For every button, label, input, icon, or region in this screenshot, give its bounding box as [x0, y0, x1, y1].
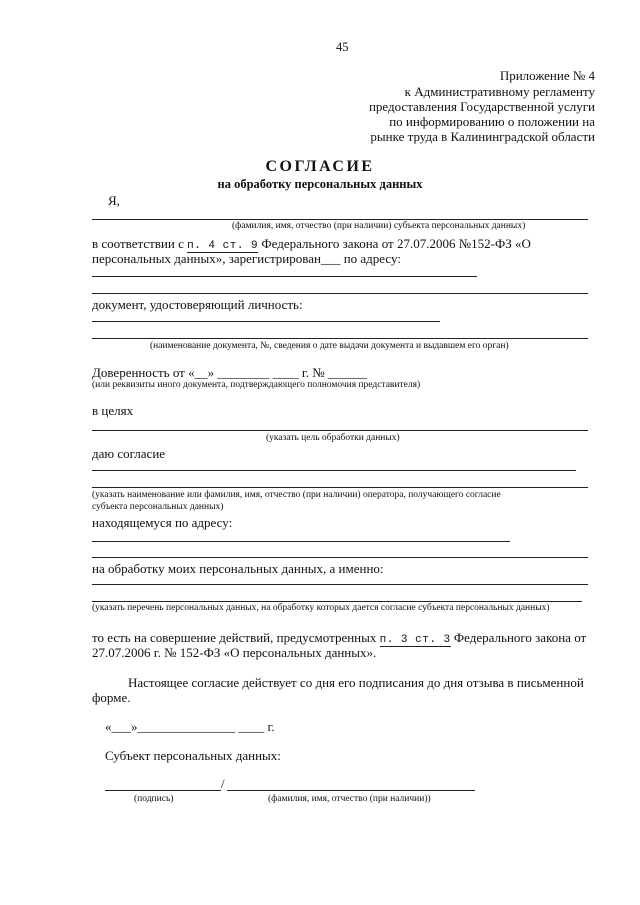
appendix-line: предоставления Государственной услуги [368, 99, 595, 114]
data-list-line [92, 584, 588, 585]
subject-label: Субъект персональных данных: [105, 748, 281, 763]
consent-label: даю согласие [92, 446, 166, 461]
signature-line [105, 790, 221, 791]
fio-signature-hint: (фамилия, имя, отчество (при наличии)) [268, 794, 431, 804]
law-reference-link[interactable]: п. 3 ст. 3 [379, 634, 451, 646]
data-list-line [92, 601, 582, 602]
address-line [92, 293, 588, 294]
poa-hint: (или реквизиты иного документа, подтверждающего полномочия представителя) [92, 380, 421, 390]
page-number: 45 [336, 40, 349, 54]
fio-hint: (фамилия, имя, отчество (при наличии) субъекта персональных данных) [232, 221, 526, 231]
purpose-line [92, 430, 588, 431]
operator-hint: субъекта персональных данных) [92, 502, 224, 512]
data-list-hint: (указать перечень персональных данных, на обработку которых дается согласие субъекта персональных данных) [92, 603, 550, 613]
law-reference-link[interactable]: п. 4 ст. 9 [187, 240, 259, 252]
id-document-line [92, 338, 588, 339]
ya-label: Я, [108, 193, 120, 208]
appendix-line: по информированию о положении на [389, 114, 595, 129]
operator-address-line [92, 557, 588, 558]
operator-line [92, 487, 588, 488]
appendix-line: к Административному регламенту [404, 84, 595, 99]
operator-line [92, 470, 576, 471]
actions-text [92, 630, 586, 646]
id-document-hint: (наименование документа, №, сведения о дате выдачи документа и выдавшем его орган) [150, 341, 509, 351]
accordance-pre: в соответствии с [92, 236, 188, 251]
actions-post: Федерального закона от [450, 630, 587, 645]
operator-hint: (указать наименование или фамилия, имя, отчество (при наличии) оператора, получающего согласие [92, 490, 501, 500]
actions-line2: 27.07.2006 г. № 152-ФЗ «О персональных данных». [92, 645, 377, 660]
date-line: «___»_______________ ____ г. [105, 719, 275, 734]
document-title: СОГЛАСИЕ [265, 158, 375, 175]
signature-hint: (подпись) [134, 794, 174, 804]
fio-line [92, 219, 588, 220]
validity-text: форме. [92, 690, 131, 705]
poa-text: Доверенность от «__» ________ ____ г. № ______ [92, 365, 367, 380]
purpose-label: в целях [92, 403, 134, 418]
appendix-line: рынке труда в Калининградской области [370, 129, 595, 144]
id-document-line [92, 321, 440, 322]
purpose-hint: (указать цель обработки данных) [266, 433, 400, 443]
located-label: находящемуся по адресу: [92, 515, 233, 530]
accordance-post: Федерального закона от 27.07.2006 №152-ФЗ «О [258, 236, 531, 251]
actions-pre: то есть на совершение действий, предусмотренных [92, 630, 380, 645]
operator-address-line [92, 541, 510, 542]
address-line [92, 276, 477, 277]
document-subtitle: на обработку персональных данных [217, 177, 423, 191]
fio-signature-line [227, 790, 475, 791]
signature-separator: / [221, 776, 225, 791]
accordance-text [92, 236, 531, 252]
validity-text: Настоящее согласие действует со дня его подписания до дня отзыва в письменной [128, 675, 584, 690]
processing-label: на обработку моих персональных данных, а именно: [92, 561, 384, 576]
id-document-label: документ, удостоверяющий личность: [92, 297, 303, 312]
appendix-line: Приложение № 4 [499, 68, 595, 83]
accordance-line2: персональных данных», зарегистрирован___ по адресу: [92, 251, 401, 266]
